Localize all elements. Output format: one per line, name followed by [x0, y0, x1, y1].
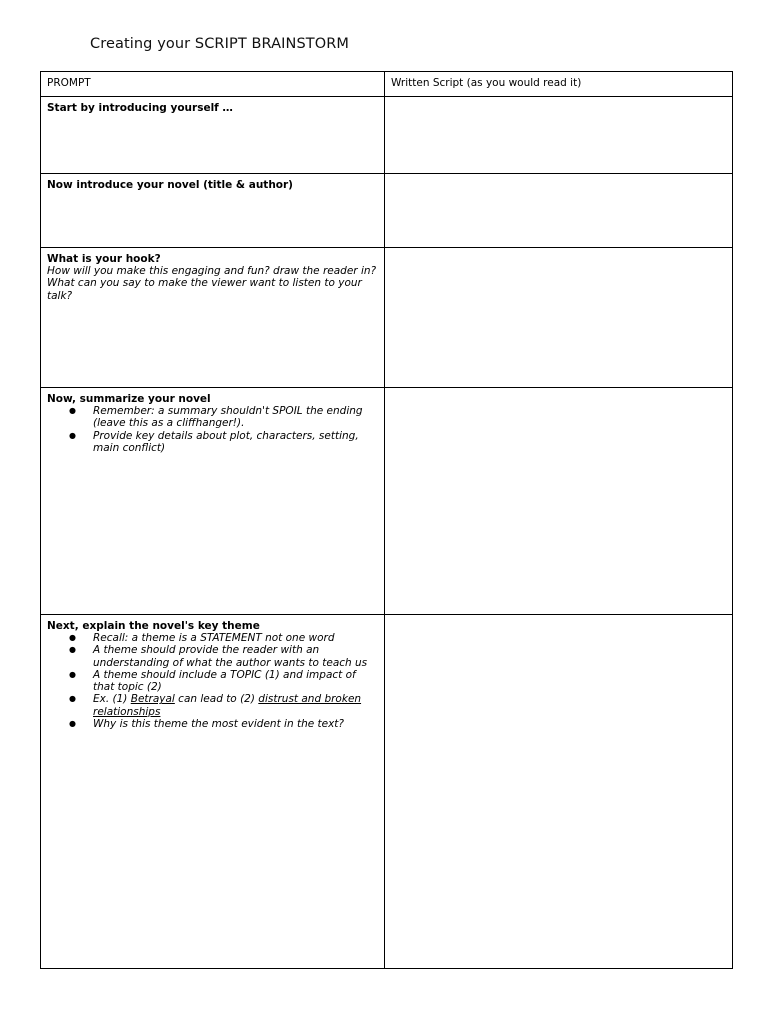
- table-row: [41, 174, 733, 248]
- script-cell[interactable]: [385, 615, 733, 969]
- example-middle: can lead to (2): [174, 693, 259, 706]
- prompt-title: Start by introducing yourself …: [47, 102, 233, 114]
- bullet-list: [47, 405, 378, 454]
- script-column-header: Written Script (as you would read it): [385, 72, 733, 97]
- script-cell[interactable]: [385, 388, 733, 615]
- list-item: ● Recall: a theme is a STATEMENT not one word: [93, 632, 378, 644]
- prompt-title: Now, summarize your novel: [47, 393, 211, 405]
- table-row: [41, 388, 733, 615]
- script-cell[interactable]: [385, 97, 733, 174]
- example-impact: distrust and broken relationships: [93, 693, 362, 718]
- list-item: ● Why is this theme the most evident in the text?: [93, 718, 378, 730]
- list-item: ● A theme should provide the reader with an understanding of what the author wants to teach us: [93, 644, 378, 669]
- table-row: [41, 248, 733, 388]
- script-cell[interactable]: [385, 174, 733, 248]
- example-topic: Betrayal: [130, 693, 175, 706]
- prompt-cell: [41, 97, 385, 174]
- table-row: [41, 615, 733, 969]
- brainstorm-table: [40, 71, 733, 969]
- example-list-item: [93, 693, 378, 718]
- prompt-cell: [41, 248, 385, 388]
- prompt-column-header: PROMPT: [41, 72, 385, 97]
- table-row: [41, 97, 733, 174]
- prompt-cell: [41, 388, 385, 615]
- prompt-title: What is your hook?: [47, 253, 161, 265]
- list-item: ● A theme should include a TOPIC (1) and impact of that topic (2): [93, 669, 378, 694]
- script-cell[interactable]: [385, 248, 733, 388]
- bullet-list: [47, 632, 378, 730]
- prompt-cell: [41, 174, 385, 248]
- table-header-row: [41, 72, 733, 97]
- list-item: ● Remember: a summary shouldn't SPOIL the ending (leave this as a cliffhanger!).: [93, 405, 378, 430]
- prompt-cell: [41, 615, 385, 969]
- page-title: Creating your SCRIPT BRAINSTORM: [90, 36, 350, 52]
- prompt-title: Now introduce your novel (title & author): [47, 179, 293, 191]
- prompt-title: Next, explain the novel's key theme: [47, 620, 260, 632]
- example-prefix: Ex. (1): [93, 693, 131, 706]
- prompt-description: How will you make this engaging and fun? draw the reader in? What can you say to make the viewer want to listen to your talk?: [47, 265, 377, 302]
- list-item: ● Provide key details about plot, characters, setting, main conflict): [93, 430, 378, 455]
